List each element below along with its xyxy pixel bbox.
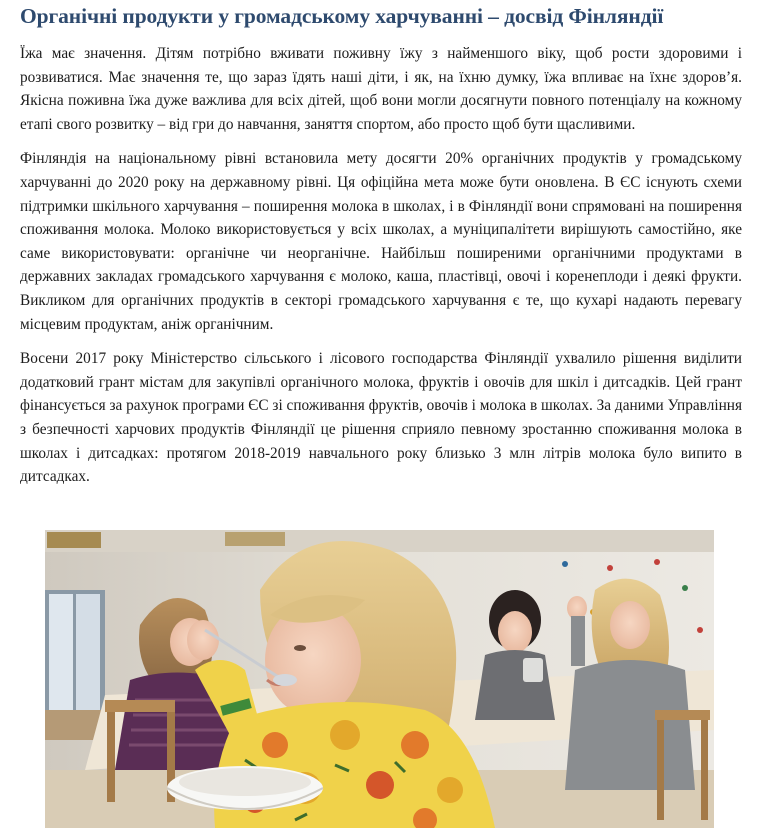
paragraph-finland-goal: Фінляндія на національному рівні встановила мету досягти 20% органічних продуктів у громадському харчуванні до 2020 року на державному рівні. Ця офіційна мета може бути оновлена. В ЄС існують схеми підтримки шкільного харчування – поширення молока в школах, і в Фінляндії вони спрямовані на поширення споживання молока. Молоко використовується у всіх школах, а муніципалітети вирішують самостійно, яке саме використовувати: органічне чи неорганічне. Найбільш поширеними органічними продуктами в державних закладах громадського харчування є молоко, каша, пластівці, овочі і коренеплоди і деякі фрукти. Викликом для органічних продуктів в секторі громадського харчування є те, що кухарі надають перевагу місцевим продуктам, аніж органічним. xyxy=(20,150,742,333)
paragraph-intro: Їжа має значення. Дітям потрібно вживати поживну їжу з найменшого віку, щоб рости здоровими і розвиватися. Має значення те, що зараз їдять наші діти, і як, на їхню думку, їжа впливає на їхнє здоров’я. Якісна поживна їжа дуже важлива для всіх дітей, щоб вони могли досягнути повного потенціалу на кожному етапі свого розвитку – від гри до навчання, заняття спортом, або просто щоб бути щасливими. xyxy=(20,45,742,133)
article xyxy=(20,0,742,489)
children-eating-photo xyxy=(45,530,714,828)
article-title: Органічні продукти у громадському харчуванні – досвід Фінляндії xyxy=(20,4,664,28)
paragraph-grant: Восени 2017 року Міністерство сільського і лісового господарства Фінляндії ухвалило рішення виділити додатковий грант містам для закупівлі органічного молока, фруктів і овочів для шкіл і дитсадків. Цей грант фінансується за рахунок програми ЄС зі споживання фруктів, овочів і молока в школах. За даними Управління з безпечності харчових продуктів Фінляндії це рішення сприяло певному зростанню споживання молока в школах і дитсадках: протягом 2018-2019 навчального року близько 3 млн літрів молока було випито в дитсадках. xyxy=(20,350,742,486)
